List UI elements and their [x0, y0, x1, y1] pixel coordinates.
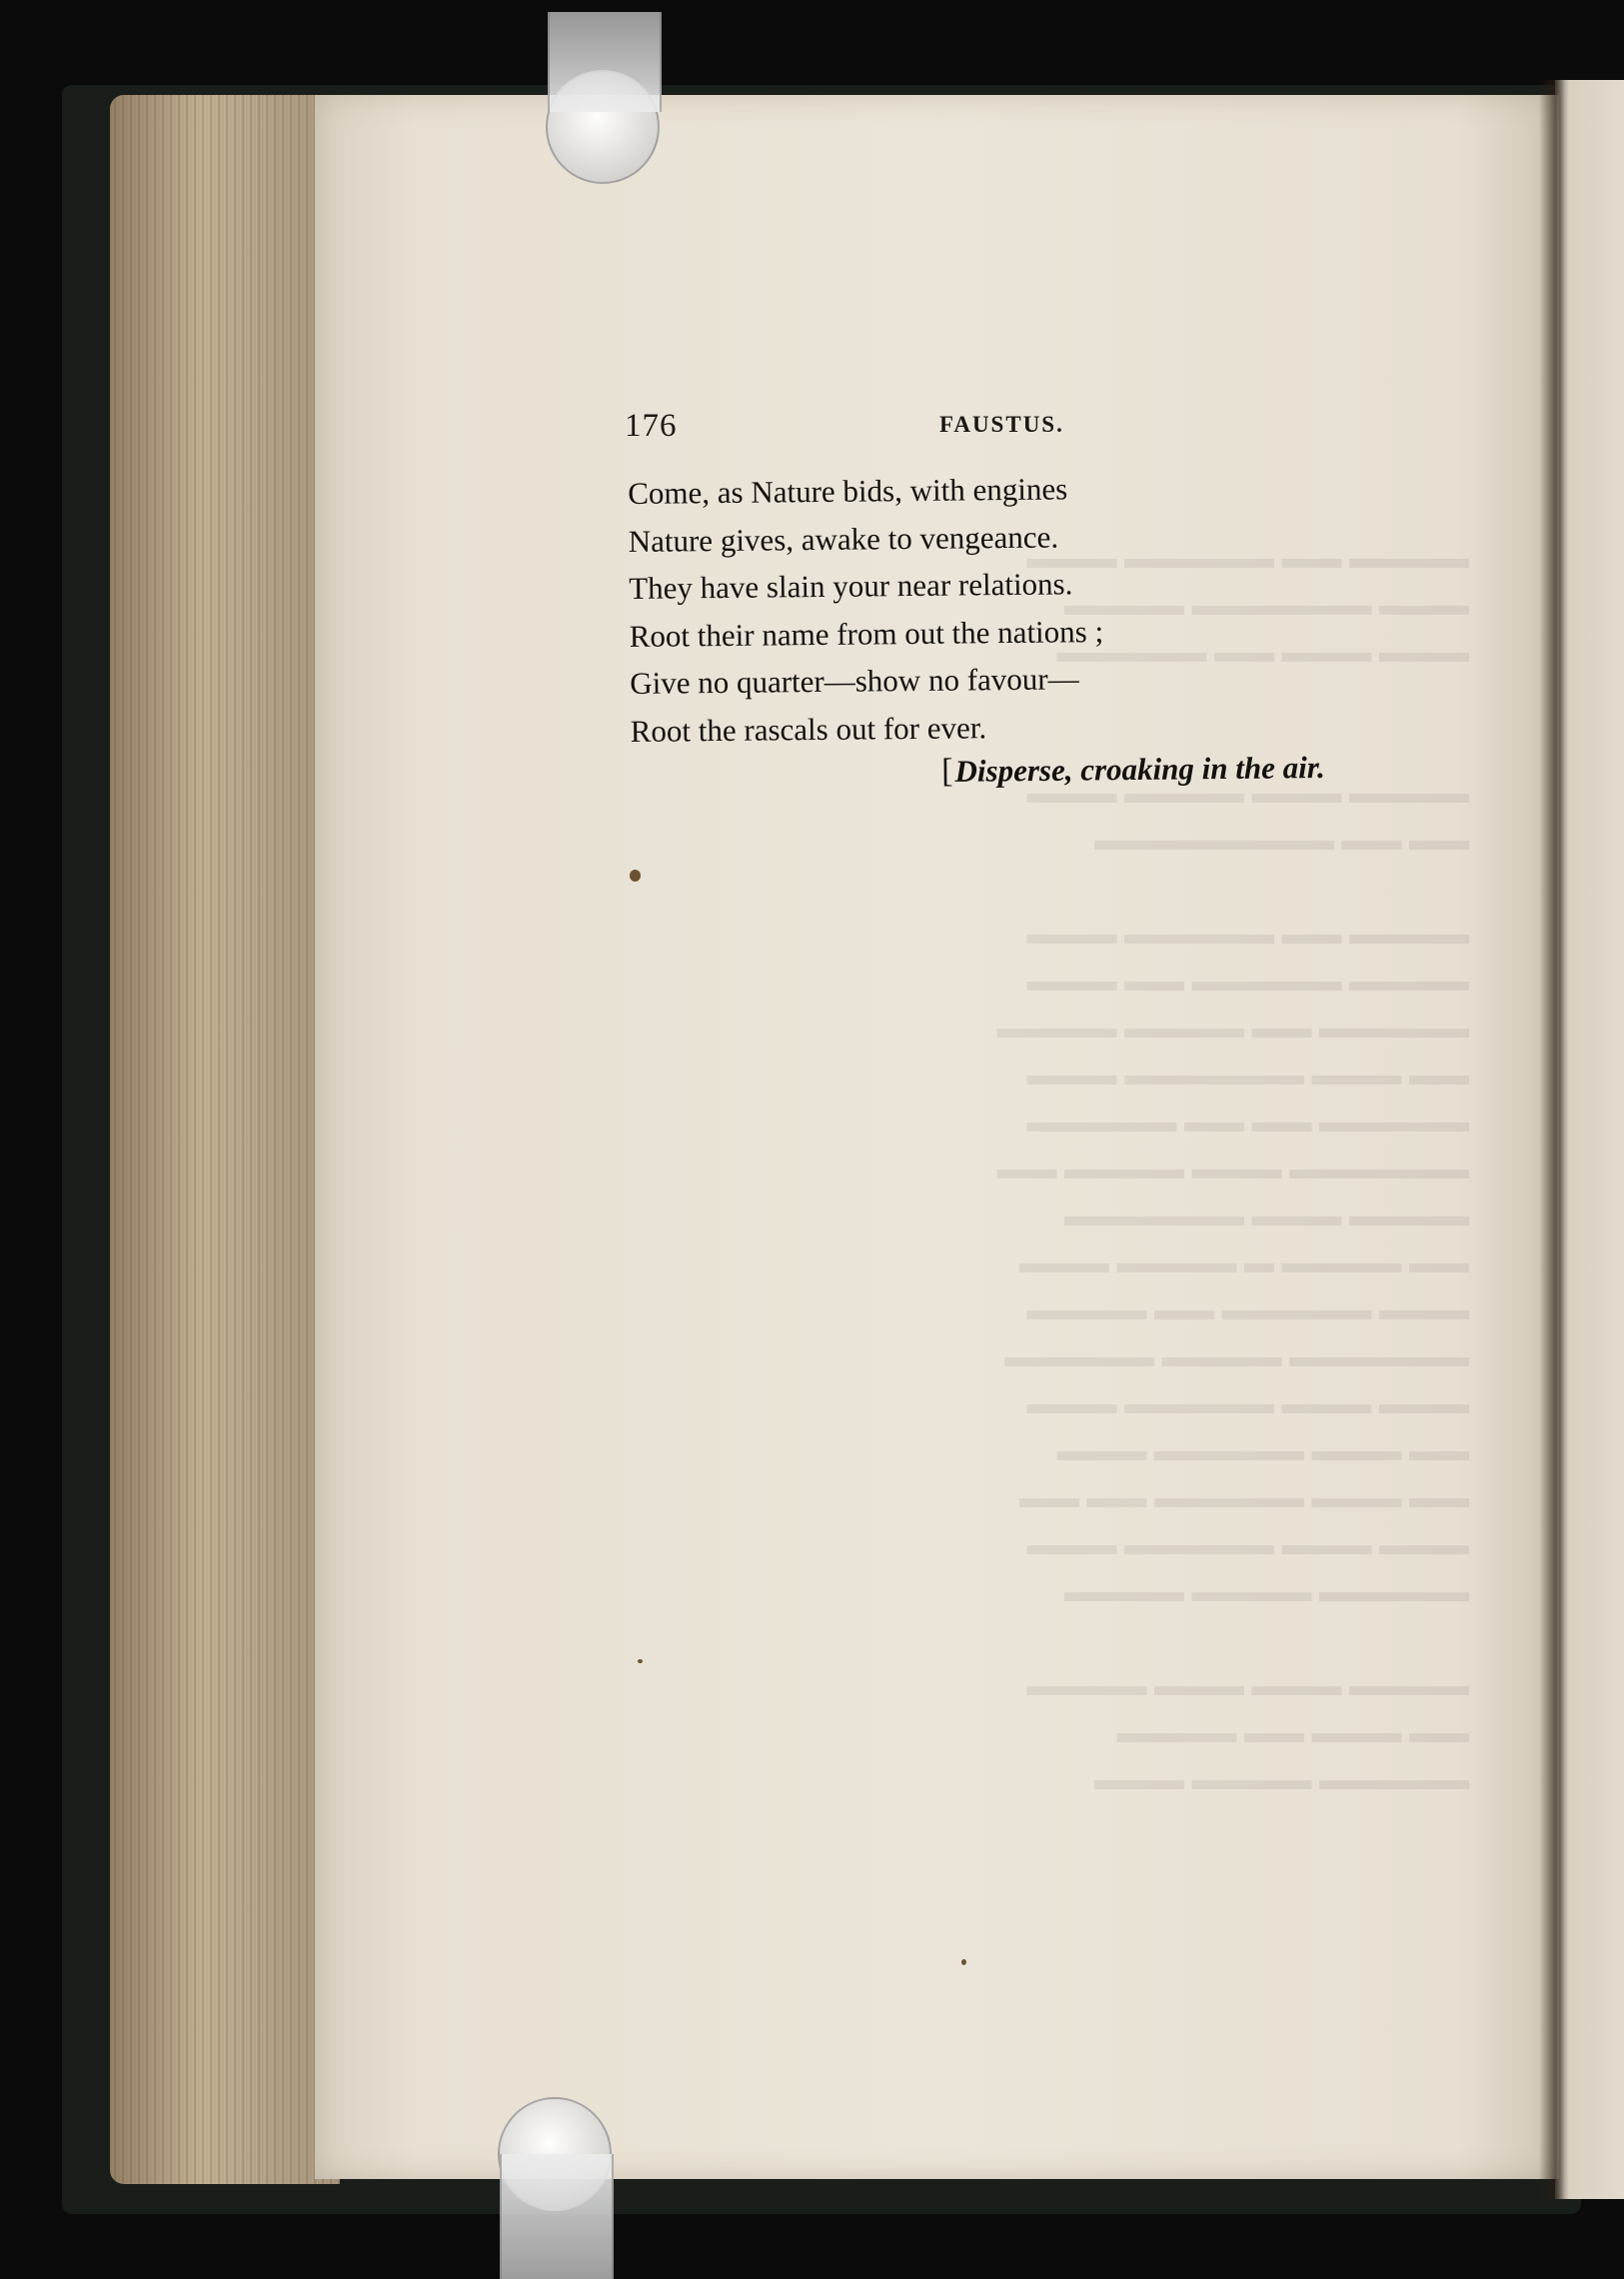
paper-spot — [630, 870, 641, 882]
verse-line: Come, as Nature bids, with engines — [628, 471, 1068, 511]
verse-line: They have slain your near relations. — [629, 566, 1073, 606]
verse-line: Nature gives, awake to vengeance. — [628, 518, 1059, 559]
gutter-shadow — [1539, 80, 1569, 2199]
paper-spot — [961, 1959, 966, 1965]
stage-direction-text: Disperse, croaking in the air. — [954, 749, 1326, 789]
stage-direction — [941, 749, 1325, 791]
page-clip-top — [546, 70, 660, 184]
verse-line: Root the rascals out for ever. — [630, 709, 987, 749]
paper-spot — [638, 1659, 643, 1663]
book-page — [315, 95, 1559, 2179]
running-head: FAUSTUS. — [939, 412, 1064, 437]
page-edges — [110, 95, 340, 2184]
verse-line: Give no quarter—show no favour— — [630, 661, 1079, 701]
verse-line: Root their name from out the nations ; — [629, 613, 1104, 654]
stage-direction-bracket: [ — [941, 752, 953, 790]
verse-block — [628, 461, 1530, 755]
page-clip-bottom — [498, 2097, 612, 2211]
page-number: 176 — [625, 408, 678, 444]
show-through-text: ▬▬▬▬ ▬▬ ▬▬▬▬▬ ▬▬▬ ▬▬▬ ▬▬▬▬▬▬ ▬▬▬▬ ▬▬▬ ▬▬▬ ▬▬ ▬▬▬▬▬ ▬▬▬▬ ▬▬▬ ▬▬▬▬ ▬▬▬ ▬▬ ▬▬ ▬▬▬▬▬▬▬▬ ▬▬▬▬ ▬▬ ▬▬▬▬▬ ▬▬▬ ▬▬▬▬ ▬▬▬▬▬ ▬▬ ▬▬▬ ▬▬▬▬▬ ▬▬ ▬▬▬▬ ▬▬▬▬ ▬▬ ▬▬▬ ▬▬▬▬▬▬ ▬▬▬ ▬▬▬▬▬ ▬▬ ▬▬ ▬▬▬▬▬ ▬▬▬▬▬▬ ▬▬▬ ▬▬▬▬ ▬▬ ▬▬▬▬ ▬▬▬ ▬▬▬▬▬▬ ▬▬ ▬▬▬▬ ▬ ▬▬▬▬ ▬▬▬ ▬▬▬ ▬▬▬▬▬ ▬▬ ▬▬▬▬ ▬▬▬▬▬▬ ▬▬▬▬ ▬▬▬▬▬ ▬▬▬ ▬▬▬ ▬▬▬▬▬ ▬▬▬ ▬▬ ▬▬▬ ▬▬▬▬▬ ▬▬▬ ▬▬ ▬▬▬ ▬▬▬▬▬ ▬▬ ▬▬ ▬▬▬ ▬▬▬ ▬▬▬▬▬ ▬▬▬ ▬▬▬▬▬ ▬▬▬▬ ▬▬▬▬ ▬▬▬▬ ▬▬▬ ▬▬▬ ▬▬▬▬ ▬▬ ▬▬▬ ▬▬ ▬▬▬▬ ▬▬▬▬▬ ▬▬▬▬ ▬▬▬ — [996, 542, 1469, 1796]
